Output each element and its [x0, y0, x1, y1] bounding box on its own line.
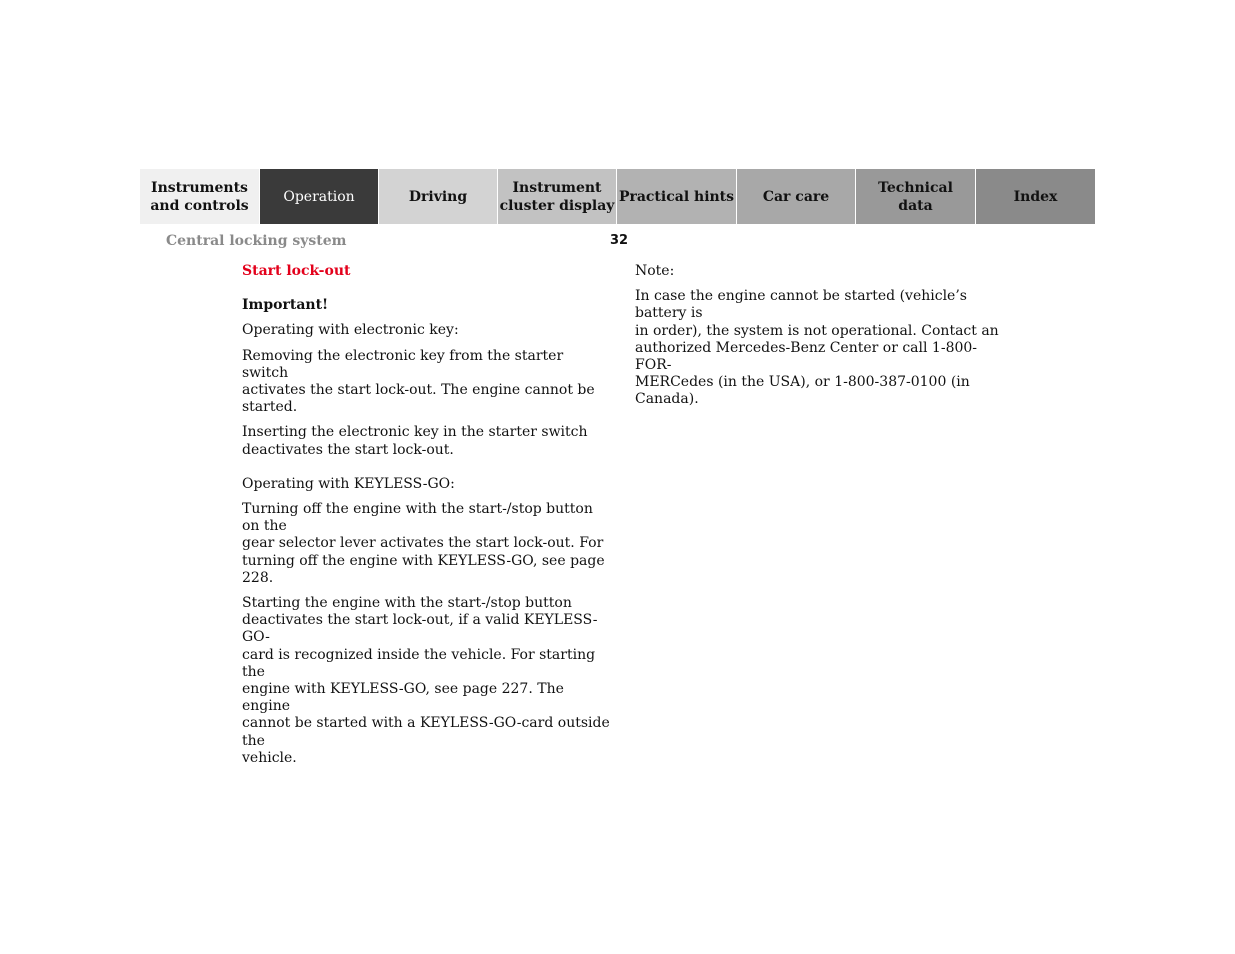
tab-driving[interactable]: Driving	[379, 169, 498, 224]
tab-instruments-and-controls[interactable]: Instruments and controls	[140, 169, 260, 224]
tab-technical-data[interactable]: Technical data	[856, 169, 976, 224]
tab-instrument-cluster-display[interactable]: Instrument cluster display	[498, 169, 617, 224]
left-column	[242, 263, 612, 775]
tab-car-care[interactable]: Car care	[737, 169, 856, 224]
right-column	[635, 263, 1005, 417]
insert-key-paragraph: Inserting the electronic key in the starter switch deactivates the start lock-out.	[242, 424, 588, 458]
start-lockout-heading: Start lock-out	[242, 263, 351, 279]
important-label: Important!	[242, 297, 329, 314]
turn-off-engine-paragraph: Turning off the engine with the start-/stop button on the gear selector lever activates the start lock-out. For turning off the engine with KEYLESS-GO, see page 228.	[242, 501, 605, 586]
chapter-nav	[140, 169, 1095, 224]
page-number: 32	[610, 233, 629, 248]
electronic-key-subheading: Operating with electronic key:	[242, 322, 459, 339]
note-text: In case the engine cannot be started (vehicle’s battery is in order), the system is not operational. Contact an authorized Mercedes-Benz Center or call 1-800-FOR- MERCedes (in the USA), or 1-800-387-0100 (in Canada).	[635, 288, 999, 408]
section-title: Central locking system	[166, 233, 347, 249]
tab-operation[interactable]: Operation	[260, 169, 379, 224]
note-label: Note:	[635, 263, 675, 279]
remove-key-paragraph: Removing the electronic key from the starter switch activates the start lock-out. The engine cannot be started.	[242, 347, 595, 416]
keyless-go-subheading: Operating with KEYLESS-GO:	[242, 475, 455, 492]
start-engine-paragraph: Starting the engine with the start-/stop button deactivates the start lock-out, if a valid KEYLESS-GO- card is recognized inside the vehicle. For starting the engine with KEYLESS-GO, see page 227. The engine cannot be started with a KEYLESS-GO-card outside the vehicle.	[242, 595, 610, 766]
tab-index[interactable]: Index	[976, 169, 1095, 224]
tab-practical-hints[interactable]: Practical hints	[617, 169, 737, 224]
